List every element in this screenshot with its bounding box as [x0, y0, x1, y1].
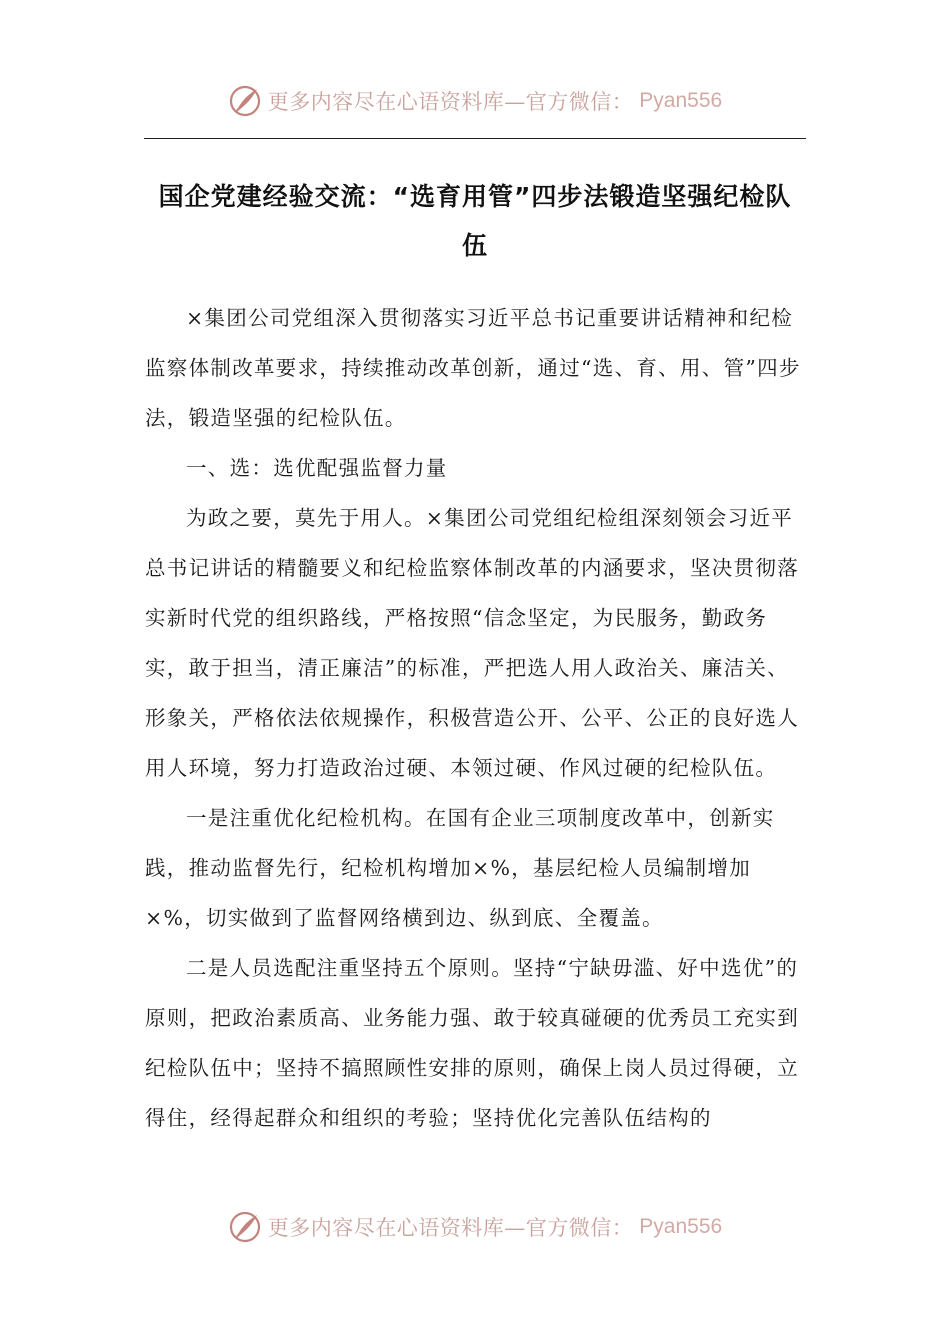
quill-pen-in-circle-icon — [228, 84, 262, 118]
watermark-wechat-id: Pyan556 — [639, 89, 723, 112]
header-watermark — [0, 84, 950, 118]
document-body — [145, 293, 810, 1143]
paragraph-point-two: 二是人员选配注重坚持五个原则。坚持“宁缺毋滥、好中选优”的原则，把政治素质高、业务能力强、敢于较真碰硬的优秀员工充实到纪检队伍中；坚持不搞照顾性安排的原则，确保上岗人员过得硬，立得住，经得起群众和组织的考验；坚持优化完善队伍结构的 — [145, 956, 799, 1130]
watermark-text: 更多内容尽在心语资料库—官方微信： — [267, 90, 634, 114]
watermark-wechat-id: Pyan556 — [639, 1215, 723, 1238]
watermark-text: 更多内容尽在心语资料库—官方微信： — [267, 1216, 634, 1240]
document-title: 国企党建经验交流：“选育用管”四步法锻造坚强纪检队伍 — [158, 182, 792, 260]
paragraph-select-overview: 为政之要，莫先于用人。×集团公司党组纪检组深刻领会习近平总书记讲话的精髓要义和纪检监察体制改革的内涵要求，坚决贯彻落实新时代党的组织路线，严格按照“信念坚定，为民服务，勤政务实，敢于担当，清正廉洁”的标准，严把选人用人政治关、廉洁关、形象关，严格依法依规操作，积极营造公开、公平、公正的良好选人用人环境，努力打造政治过硬、本领过硬、作风过硬的纪检队伍。 — [145, 506, 799, 780]
quill-pen-in-circle-icon — [228, 1210, 262, 1244]
paragraph-intro: ×集团公司党组深入贯彻落实习近平总书记重要讲话精神和纪检监察体制改革要求，持续推动改革创新，通过“选、育、用、管”四步法，锻造坚强的纪检队伍。 — [145, 306, 801, 430]
paragraph-point-one: 一是注重优化纪检机构。在国有企业三项制度改革中，创新实践，推动监督先行，纪检机构增加×%，基层纪检人员编制增加×%，切实做到了监督网络横到边、纵到底、全覆盖。 — [145, 806, 775, 930]
section-heading-select: 一、选：选优配强监督力量 — [186, 456, 448, 480]
footer-watermark — [0, 1210, 950, 1244]
header-divider — [144, 138, 806, 139]
